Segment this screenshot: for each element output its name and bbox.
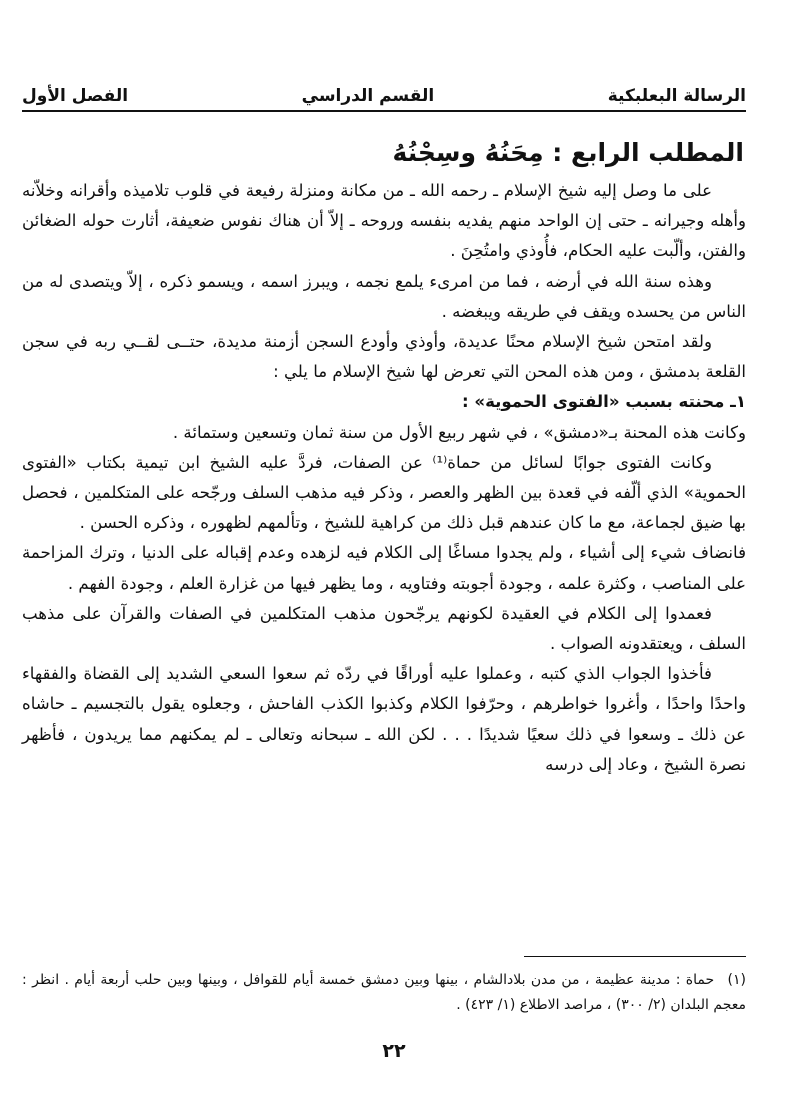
section-title: المطلب الرابع : مِحَنُهُ وسِجْنُهُ [392, 138, 744, 167]
footnote-text: حماة : مدينة عظيمة ، من مدن بلادالشام ، بينها وبين دمشق خمسة أيام للقوافل ، وبينها وبين حلب أربعة أيام . انظر : معجم البلدان (٢/ ٣٠٠) ، مراصد الاطلاع (١/ ٤٢٣) . [22, 972, 746, 1013]
body-text [22, 176, 746, 780]
paragraph: فعمدوا إلى الكلام في العقيدة لكونهم يرجّحون مذهب المتكلمين في الصفات والقرآن على مذهب السلف ، ويعتقدونه الصواب . [22, 603, 746, 654]
footnote-divider [524, 956, 746, 957]
page-number: ٢٢ [382, 1040, 406, 1062]
header-part: القسم الدراسي [301, 86, 435, 106]
subheading: ١ـ محنته بسبب «الفتوى الحموية» : [461, 392, 746, 412]
header-chapter: الفصل الأول [22, 86, 129, 106]
header-book-title: الرسالة البعلبكية [607, 86, 746, 106]
paragraph: فانضاف شيء إلى أشياء ، ولم يجدوا مساغًا إلى الكلام فيه لزهده وعدم إقباله على الدنيا ، وترك المزاحمة على المناصب ، وكثرة علمه ، وجودة أجوبته وفتاويه ، وما يظهر فيها من غزارة العلم ، وجودة الفهم . [22, 543, 746, 593]
running-header [22, 72, 746, 112]
paragraph: ولقد امتحن شيخ الإسلام محنًا عديدة، وأوذي وأودع السجن أزمنة مديدة، حتــى لقــي ربه في سجن القلعة بدمشق ، ومن هذه المحن التي تعرض لها شيخ الإسلام ما يلي : [22, 332, 746, 382]
paragraph: وهذه سنة الله في أرضه ، فما من امرىء يلمع نجمه ، ويبرز اسمه ، ويسمو ذكره ، إلاّ ويتصدى له من الناس من يحسده ويقف في طريقه ويبغضه . [22, 271, 746, 321]
paragraph: فأخذوا الجواب الذي كتبه ، وعملوا عليه أوراقًا في ردّه ثم سعوا السعي الشديد إلى القضاة والفقهاء واحدًا واحدًا ، وأغروا خواطرهم ، وحرّفوا الكلام وكذبوا الكذب الفاحش ، وجعلوه يقول بالتجسيم ـ حاشاه عن ذلك ـ وسعوا في ذلك سعيًا شديدًا . . . لكن الله ـ سبحانه وتعالى ـ لم يمكنهم مما يريدون ، فأظهر نصرة الشيخ ، وعاد إلى درسه [22, 664, 746, 774]
paragraph: على ما وصل إليه شيخ الإسلام ـ رحمه الله ـ من مكانة ومنزلة رفيعة في قلوب تلاميذه وأقرانه وخلاّنه وأهله وجيرانه ـ حتى إن الواحد منهم يفديه بنفسه وروحه ـ إلاّ أن هناك نفوس ضعيفة، أثارت حوله الضغائن والفتن، وألّبت عليه الحكام، فأُوذي وامتُحِنَ . [22, 181, 746, 261]
paragraph: وكانت الفتوى جوابًا لسائل من حماة⁽¹⁾ عن الصفات، فردَّ عليه الشيخ ابن تيمية بكتاب «الفتوى الحموية» الذي ألّفه في قعدة بين الظهر والعصر ، وذكر فيه مذهب السلف ورجّحه على المتكلمين ، فحصل بها ضيق لجماعة، مع ما كان عندهم قبل ذلك من كراهية للشيخ ، وتألمهم لظهوره ، وذكره الحسن . [22, 452, 746, 533]
footnote [22, 968, 746, 1018]
paragraph: وكانت هذه المحنة بـ«دمشق» ، في شهر ربيع الأول من سنة ثمان وتسعين وستمائة . [172, 422, 746, 442]
footnote-marker: (١) [727, 972, 746, 988]
